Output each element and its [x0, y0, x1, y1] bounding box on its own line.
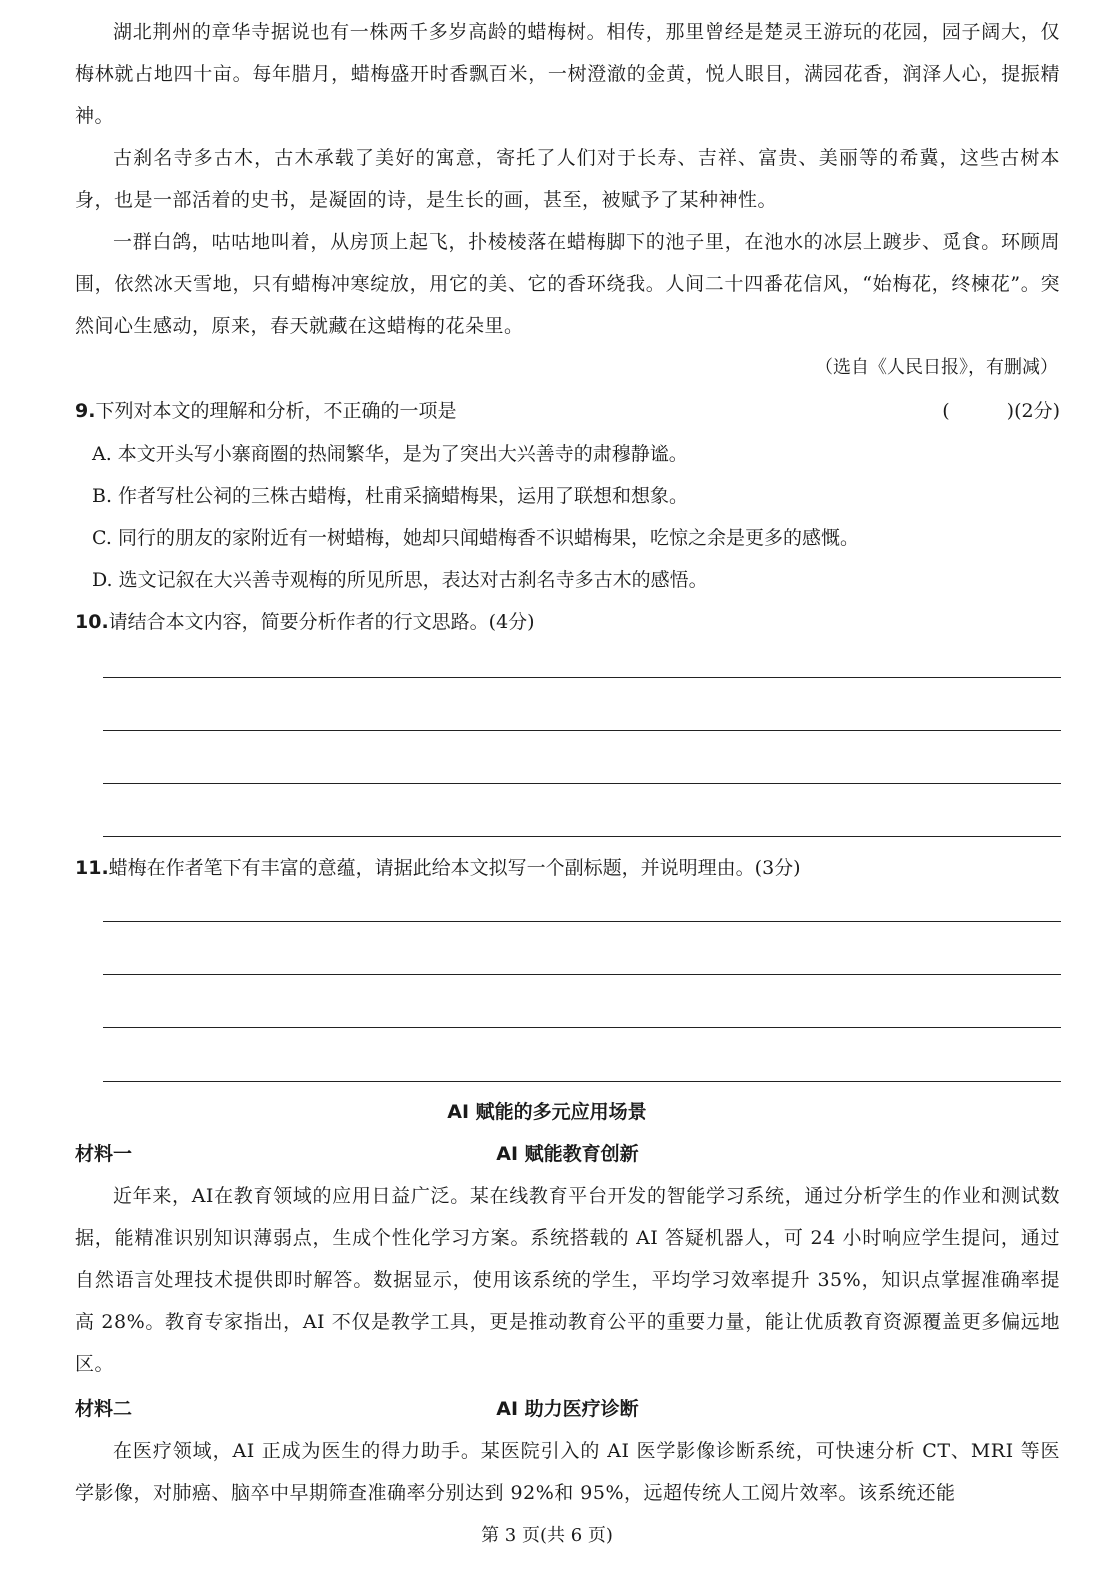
answer-line[interactable] [103, 836, 1061, 837]
question-9-option-a[interactable]: A. 本文开头写小寨商圈的热闹繁华，是为了突出大兴善寺的肃穆静谧。 [92, 443, 688, 465]
question-10 [75, 606, 1060, 638]
section-title: AI 赋能的多元应用场景 [447, 1101, 647, 1123]
material-2-header [75, 1393, 1060, 1425]
question-11-number: 11. [75, 857, 109, 879]
question-11-text: 蜡梅在作者笔下有丰富的意蕴，请据此给本文拟写一个副标题，并说明理由。(3分) [108, 857, 801, 879]
question-9-text: 下列对本文的理解和分析，不正确的一项是 [95, 400, 457, 422]
question-10-number: 10. [75, 611, 109, 633]
passage-source: （选自《人民日报》，有删减） [815, 357, 1058, 378]
answer-line[interactable] [103, 730, 1061, 731]
material-1-header [75, 1138, 1060, 1170]
material-1-label: 材料一 [75, 1143, 133, 1165]
passage-paragraph-3: 一群白鸽，咕咕地叫着，从房顶上起飞，扑棱棱落在蜡梅脚下的池子里，在池水的冰层上踱步、觅食。环顾周围，依然冰天雪地，只有蜡梅冲寒绽放，用它的美、它的香环绕我。人间二十四番花信风，“始梅花，终楝花”。突然间心生感动，原来，春天就藏在这蜡梅的花朵里。 [75, 231, 1060, 337]
question-9-number: 9. [75, 400, 96, 422]
material-1-title: AI 赋能教育创新 [496, 1143, 639, 1165]
answer-line[interactable] [103, 921, 1061, 922]
answer-line[interactable] [103, 1027, 1061, 1028]
question-9-answer-bracket[interactable]: ( )(2分) [942, 400, 1060, 422]
answer-line[interactable] [103, 974, 1061, 975]
question-9-option-c[interactable]: C. 同行的朋友的家附近有一树蜡梅，她却只闻蜡梅香不识蜡梅果，吃惊之余是更多的感慨。 [92, 527, 859, 549]
passage-paragraph-2: 古刹名寺多古木，古木承载了美好的寓意，寄托了人们对于长寿、吉祥、富贵、美丽等的希冀，这些古树本身，也是一部活着的史书，是凝固的诗，是生长的画，甚至，被赋予了某种神性。 [75, 147, 1060, 211]
answer-line[interactable] [103, 783, 1061, 784]
answer-line[interactable] [103, 677, 1061, 678]
question-11 [75, 852, 1060, 884]
question-9-option-d[interactable]: D. 选文记叙在大兴善寺观梅的所见所思，表达对古刹名寺多古木的感悟。 [92, 569, 708, 591]
page-footer: 第 3 页(共 6 页) [481, 1525, 613, 1546]
material-2-label: 材料二 [75, 1398, 133, 1420]
material-2-text: 在医疗领域，AI 正成为医生的得力助手。某医院引入的 AI 医学影像诊断系统，可快速分析 CT、MRI 等医学影像，对肺癌、脑卒中早期筛查准确率分别达到 92%和 95%，远超传统人工阅片效率。该系统还能 [75, 1440, 1060, 1504]
material-2-title: AI 助力医疗诊断 [496, 1398, 639, 1420]
material-1-text: 近年来，AI在教育领域的应用日益广泛。某在线教育平台开发的智能学习系统，通过分析学生的作业和测试数据，能精准识别知识薄弱点，生成个性化学习方案。系统搭载的 AI 答疑机器人，可 24 小时响应学生提问，通过自然语言处理技术提供即时解答。数据显示，使用该系统的学生，平均学习效率提升 35%，知识点掌握准确率提高 28%。教育专家指出，AI 不仅是教学工具，更是推动教育公平的重要力量，能让优质教育资源覆盖更多偏远地区。 [75, 1185, 1060, 1375]
question-9 [75, 395, 1060, 427]
passage-paragraph-1: 湖北荆州的章华寺据说也有一株两千多岁高龄的蜡梅树。相传，那里曾经是楚灵王游玩的花园，园子阔大，仅梅林就占地四十亩。每年腊月，蜡梅盛开时香飘百米，一树澄澈的金黄，悦人眼目，满园花香，润泽人心，提振精神。 [75, 21, 1060, 127]
question-10-text: 请结合本文内容，简要分析作者的行文思路。(4分) [108, 611, 535, 633]
answer-line[interactable] [103, 1081, 1061, 1082]
question-9-option-b[interactable]: B. 作者写杜公祠的三株古蜡梅，杜甫采摘蜡梅果，运用了联想和想象。 [92, 485, 689, 507]
